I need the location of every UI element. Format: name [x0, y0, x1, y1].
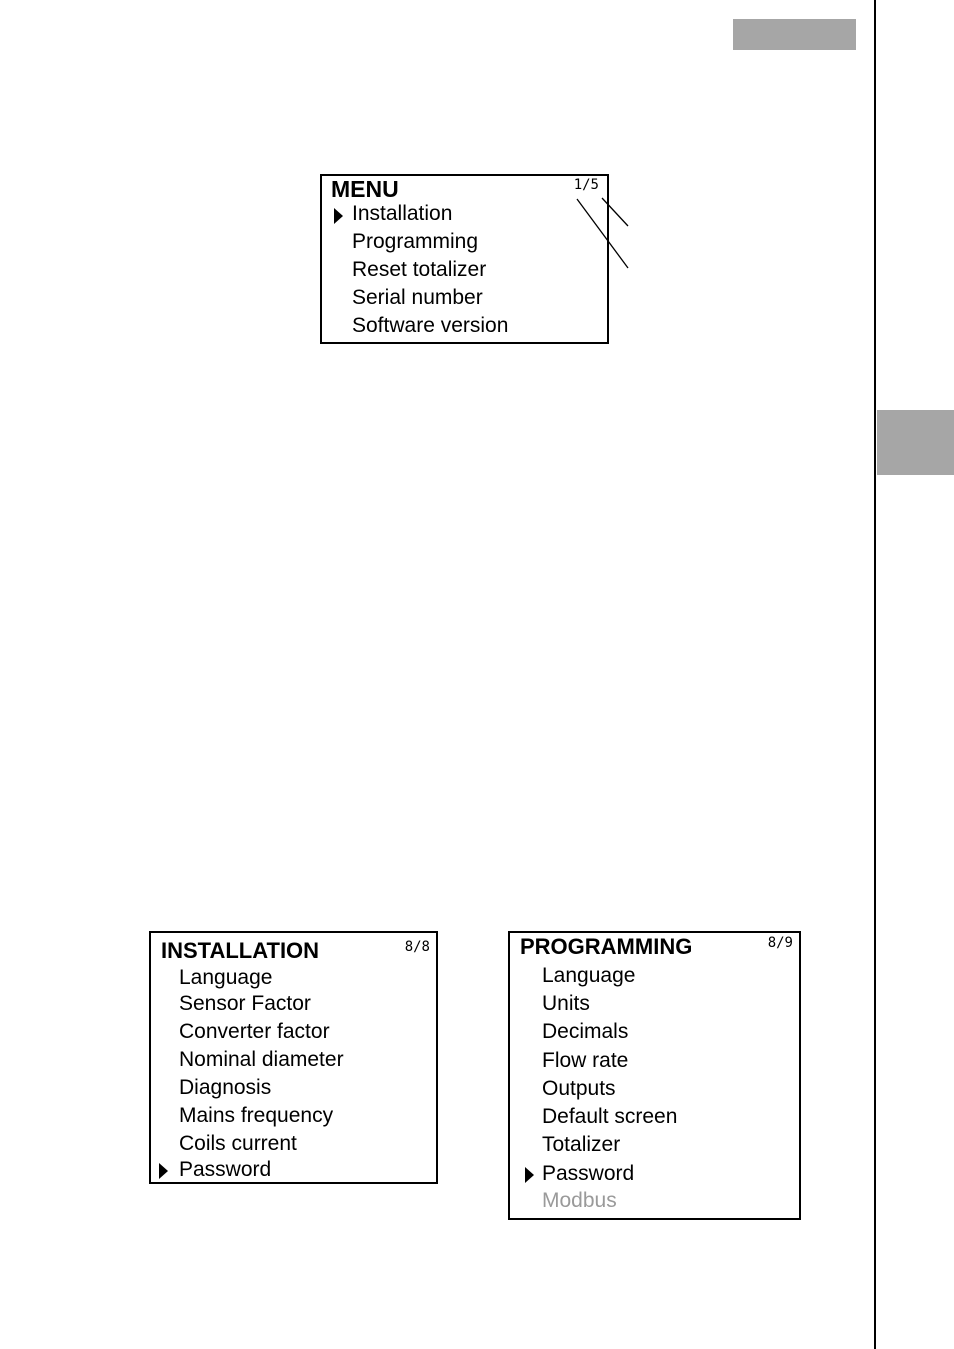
menu-item-serial-number[interactable]: Serial number — [352, 286, 483, 309]
installation-item-nominal-diameter[interactable]: Nominal diameter — [179, 1048, 344, 1071]
installation-item-sensor-factor[interactable]: Sensor Factor — [179, 992, 311, 1015]
programming-item-modbus[interactable]: Modbus — [542, 1189, 617, 1212]
programming-item-decimals[interactable]: Decimals — [542, 1020, 629, 1043]
menu-item-software-version[interactable]: Software version — [352, 314, 509, 337]
menu-item-reset-totalizer[interactable]: Reset totalizer — [352, 258, 487, 281]
installation-item-mains-frequency[interactable]: Mains frequency — [179, 1104, 334, 1127]
callout-line — [602, 198, 628, 226]
programming-item-language[interactable]: Language — [542, 964, 636, 987]
installation-item-diagnosis[interactable]: Diagnosis — [179, 1076, 272, 1099]
menu-item-programming[interactable]: Programming — [352, 230, 479, 253]
callout-line — [577, 199, 628, 268]
installation-page-indicator: 8/8 — [404, 939, 430, 955]
installation-item-converter-factor[interactable]: Converter factor — [179, 1020, 330, 1043]
programming-display — [508, 931, 801, 1220]
installation-item-password[interactable]: Password — [179, 1158, 272, 1181]
installation-title: INSTALLATION — [161, 938, 320, 963]
menu-item-installation[interactable]: Installation — [352, 202, 453, 225]
programming-item-password[interactable]: Password — [542, 1162, 635, 1185]
programming-item-flow-rate[interactable]: Flow rate — [542, 1049, 629, 1072]
cursor-arrow-icon — [525, 1167, 534, 1183]
installation-display — [149, 931, 438, 1184]
programming-item-default-screen[interactable]: Default screen — [542, 1105, 678, 1128]
programming-item-units[interactable]: Units — [542, 992, 590, 1015]
installation-item-language[interactable]: Language — [179, 966, 273, 989]
menu-page-indicator: 1/5 — [573, 177, 599, 193]
cursor-arrow-icon — [159, 1163, 168, 1179]
programming-page-indicator: 8/9 — [767, 935, 793, 951]
programming-title: PROGRAMMING — [520, 934, 693, 959]
programming-item-outputs[interactable]: Outputs — [542, 1077, 616, 1100]
installation-item-coils-current[interactable]: Coils current — [179, 1132, 297, 1155]
programming-item-totalizer[interactable]: Totalizer — [542, 1133, 621, 1156]
menu-title: MENU — [331, 176, 399, 202]
